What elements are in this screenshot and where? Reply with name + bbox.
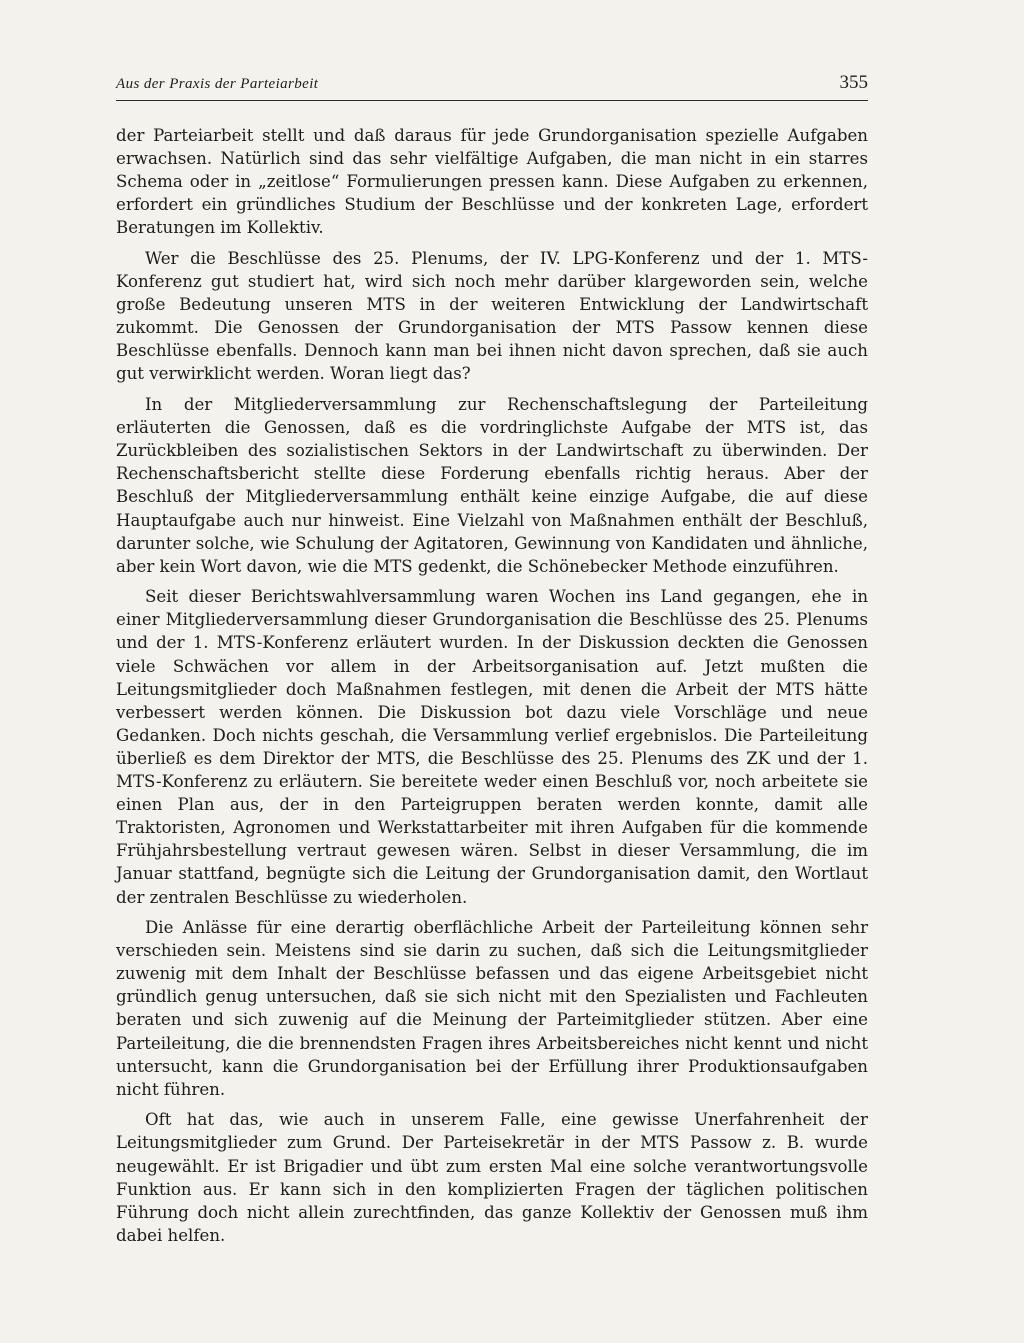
running-head: Aus der Praxis der Parteiarbeit <box>116 76 319 92</box>
paragraph-5: Die Anlässe für eine derartig oberflächliche Arbeit der Parteileitung können sehr verschieden sein. Meistens sind sie darin zu suchen, daß sich die Leitungsmitglieder zuwenig mit dem Inhalt der Beschlüsse befassen und das eigene Arbeitsgebiet nicht gründlich genug untersuchen, daß sie sich nicht mit den Spezialisten und Fachleuten beraten und sich zuwenig auf die Meinung der Parteimitglieder stützen. Aber eine Parteileitung, die die brennendsten Fragen ihres Arbeitsbereiches nicht kennt und nicht untersucht, kann die Grundorganisation bei der Erfüllung ihrer Produktionsaufgaben nicht führen. <box>116 918 868 1099</box>
paragraph-3: In der Mitgliederversammlung zur Rechenschaftslegung der Parteileitung erläuterten die Genossen, daß es die vordringlichste Aufgabe der MTS ist, das Zurückbleiben des sozialistischen Sektors in der Landwirtschaft zu überwinden. Der Rechenschaftsbericht stellte diese Forderung ebenfalls richtig heraus. Aber der Beschluß der Mitgliederversammlung enthält keine einzige Aufgabe, die auf diese Hauptaufgabe auch nur hinweist. Eine Vielzahl von Maßnahmen enthält der Beschluß, darunter solche, wie Schulung der Agitatoren, Gewinnung von Kandidaten und ähnliche, aber kein Wort davon, wie die MTS gedenkt, die Schönebecker Methode einzuführen. <box>116 395 868 576</box>
page-number: 355 <box>839 72 868 93</box>
paragraph-4: Seit dieser Berichtswahlversammlung waren Wochen ins Land gegangen, ehe in einer Mitgliederversammlung dieser Grundorganisation die Beschlüsse des 25. Plenums und der 1. MTS-Konferenz erläutert wurden. In der Diskussion deckten die Genossen viele Schwächen vor allem in der Arbeitsorganisation auf. Jetzt mußten die Leitungsmitglieder doch Maßnahmen festlegen, mit denen die Arbeit der MTS hätte verbessert werden können. Die Diskussion bot dazu viele Vorschläge und neue Gedanken. Doch nichts geschah, die Versammlung verlief ergebnislos. Die Parteileitung überließ es dem Direktor der MTS, die Beschlüsse des 25. Plenums des ZK und der 1. MTS-Konferenz zu erläutern. Sie bereitete weder einen Beschluß vor, noch arbeitete sie einen Plan aus, der in den Parteigruppen beraten werden konnte, damit alle Traktoristen, Agronomen und Werkstattarbeiter mit ihren Aufgaben für die kommende Frühjahrsbestellung vertraut gewesen wären. Selbst in dieser Versammlung, die im Januar stattfand, begnügte sich die Leitung der Grundorganisation damit, den Wortlaut der zentralen Beschlüsse zu wiederholen. <box>116 587 868 907</box>
page-header <box>116 70 868 101</box>
paragraph-1: der Parteiarbeit stellt und daß daraus für jede Grundorganisation spezielle Aufgaben erwachsen. Natürlich sind das sehr vielfältige Aufgaben, die man nicht in ein starres Schema oder in „zeitlose“ Formulierungen pressen kann. Diese Aufgaben zu erkennen, erfordert ein gründliches Studium der Beschlüsse und der konkreten Lage, erfordert Beratungen im Kollektiv. <box>116 126 868 238</box>
body-text <box>116 124 868 1254</box>
paragraph-6: Oft hat das, wie auch in unserem Falle, eine gewisse Unerfahrenheit der Leitungsmitglieder zum Grund. Der Parteisekretär in der MTS Passow z. B. wurde neugewählt. Er ist Brigadier und übt zum ersten Mal eine solche verantwortungsvolle Funktion aus. Er kann sich in den komplizierten Fragen der täglichen politischen Führung doch nicht allein zurechtfinden, das ganze Kollektiv der Genossen muß ihm dabei helfen. <box>116 1110 868 1245</box>
paragraph-2: Wer die Beschlüsse des 25. Plenums, der IV. LPG-Konferenz und der 1. MTS-Konferenz gut studiert hat, wird sich noch mehr darüber klargeworden sein, welche große Bedeutung unseren MTS in der weiteren Entwicklung der Landwirtschaft zukommt. Die Genossen der Grundorganisation der MTS Passow kennen diese Beschlüsse ebenfalls. Dennoch kann man bei ihnen nicht davon sprechen, daß sie auch gut verwirklicht werden. Woran liegt das? <box>116 248 868 384</box>
